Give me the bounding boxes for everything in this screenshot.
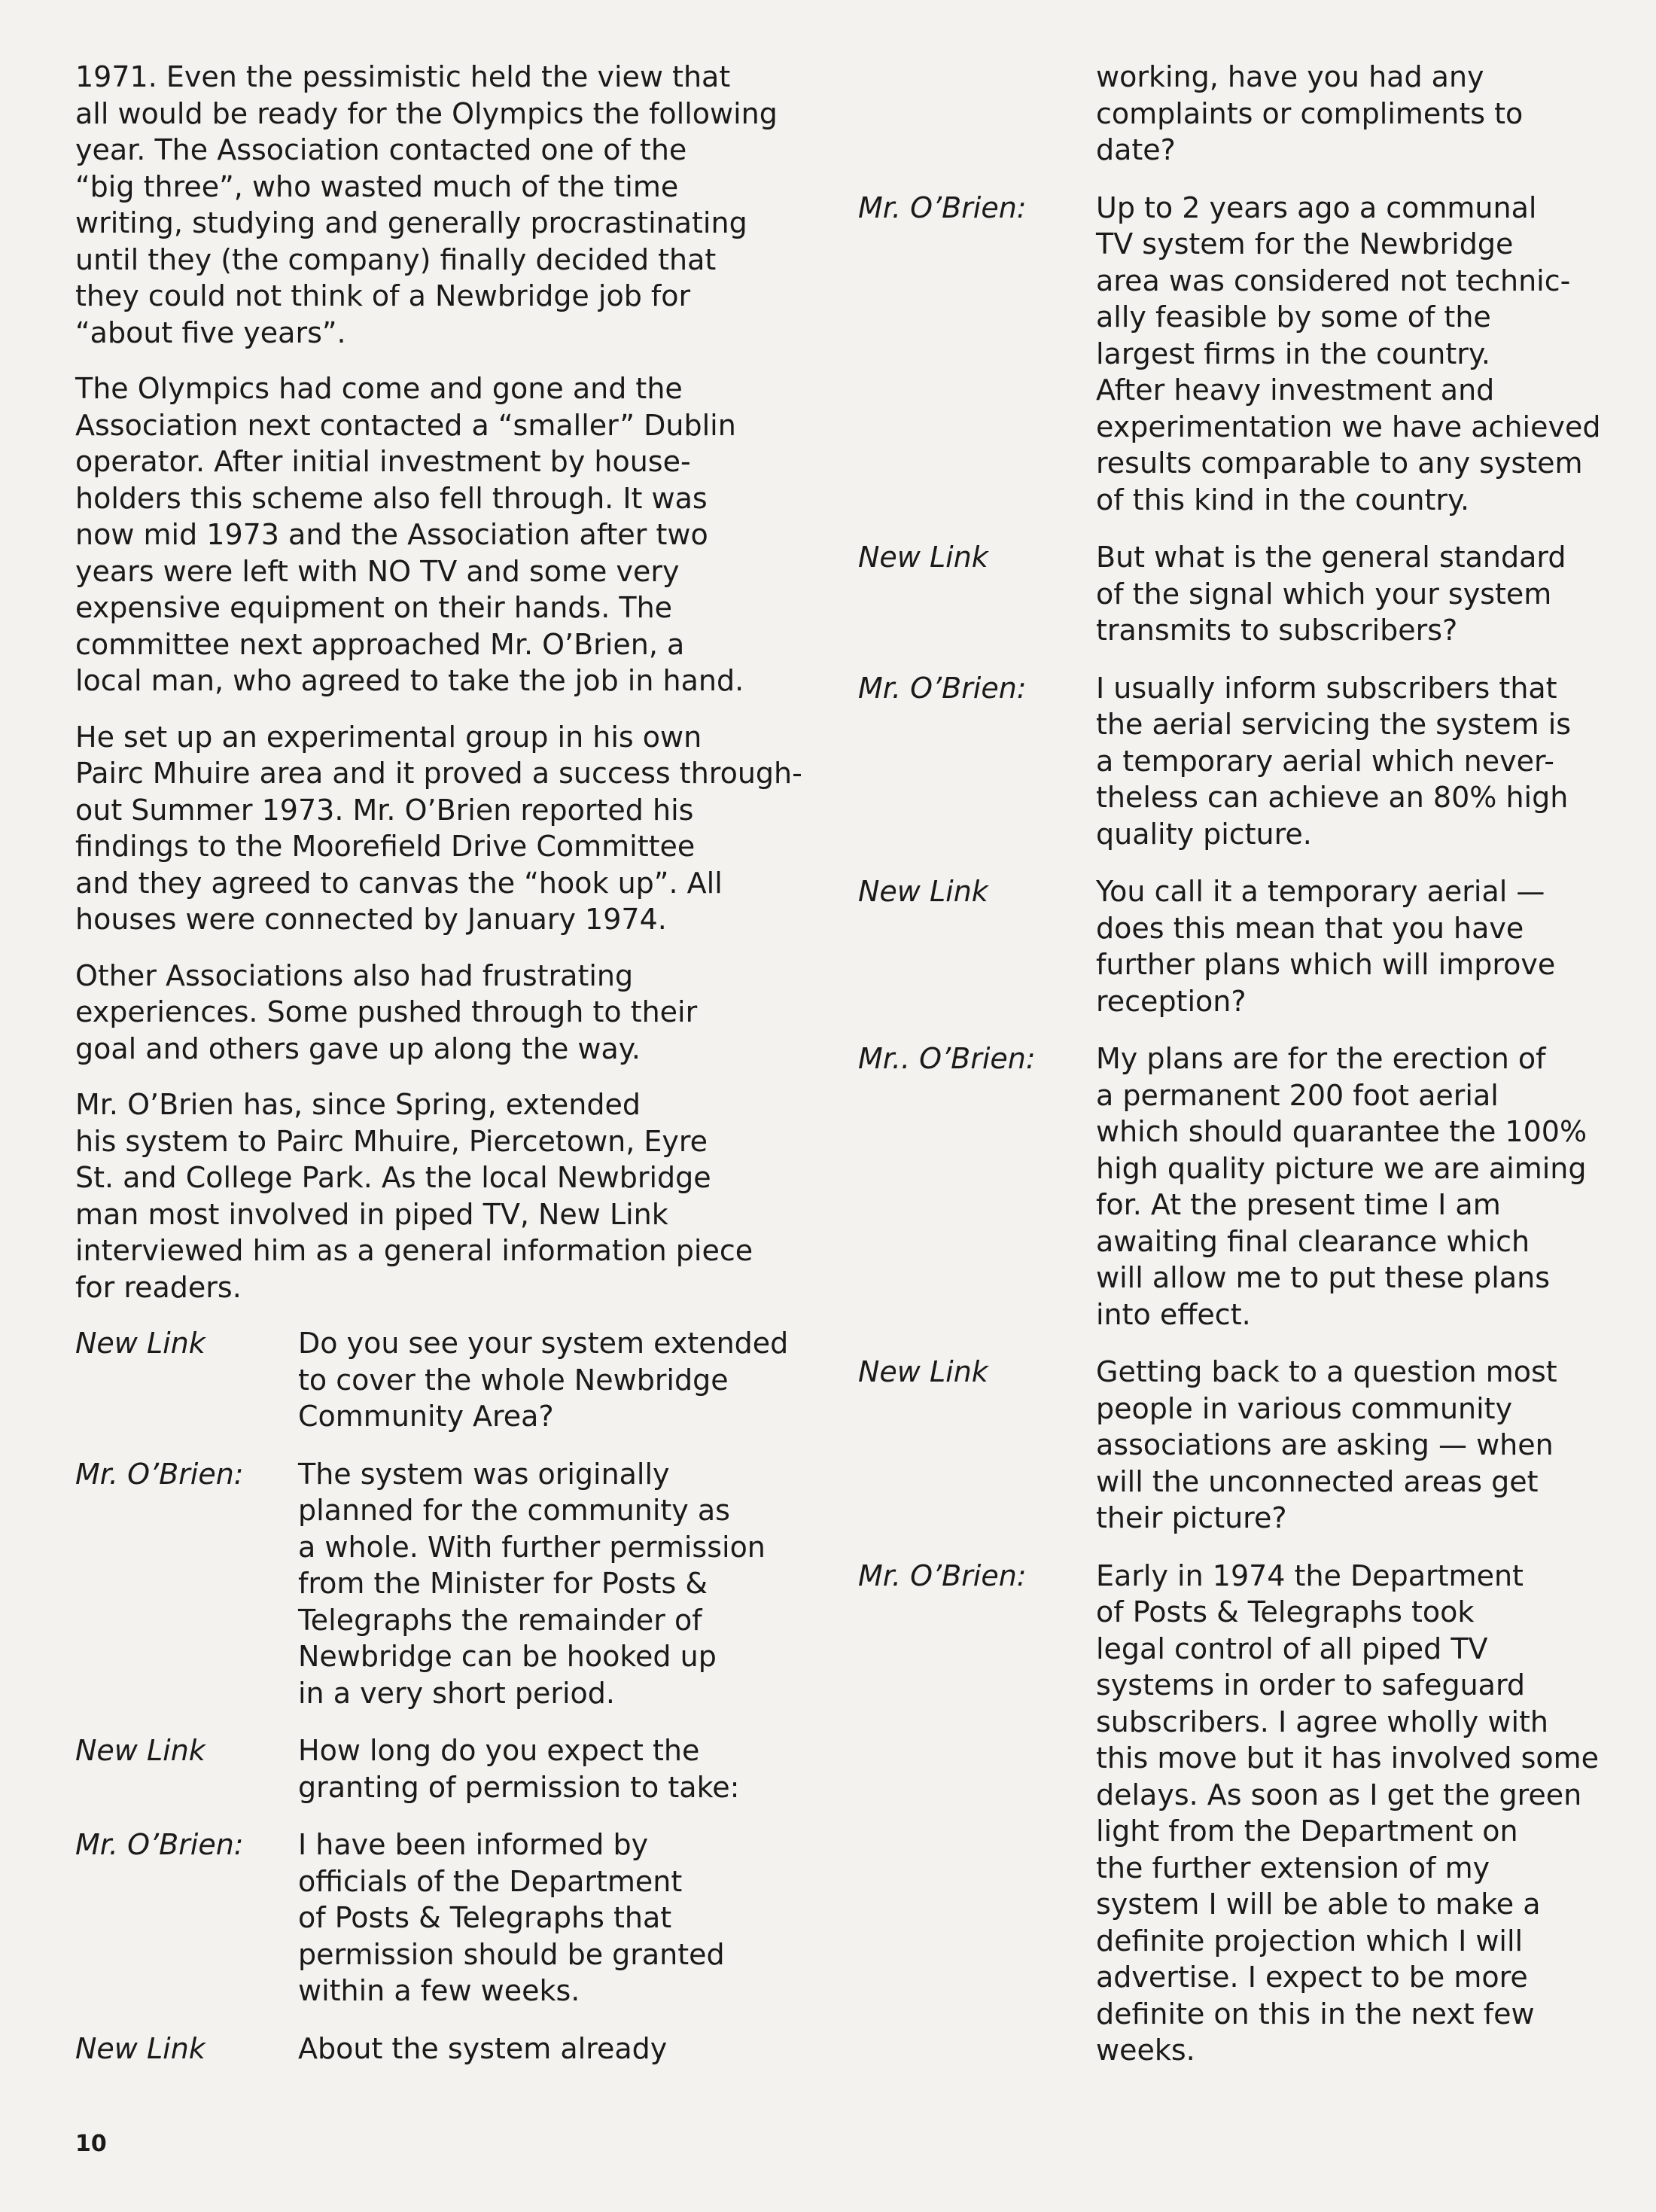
interview-text: I have been informed by officials of the Department of Posts & Telegraphs that permission should be granted within a few weeks.	[298, 1828, 725, 2007]
speaker-label: Mr. O’Brien:	[858, 190, 1027, 224]
continuation-text: working, have you had any complaints or compliments to date?	[1096, 60, 1524, 166]
paragraph-experimental-group: He set up an experimental group in his own Pairc Mhuire area and it proved a success through- out Summer 1973. Mr. O’Brien reported his findings to the Moorefield Drive Committee and they agreed to canvas the “hook up”. All houses were connected by January 1974.	[75, 720, 802, 936]
page-number: 10	[75, 2131, 107, 2157]
interview-text: How long do you expect the granting of permission to take:	[298, 1734, 740, 1804]
speaker-label: New Link	[858, 1355, 988, 1388]
speaker-label: New Link	[858, 875, 988, 908]
speaker-label: New Link	[75, 2031, 205, 2065]
interview-entry	[75, 1827, 820, 2009]
interview-text: My plans are for the erection of a permanent 200 foot aerial which should quarantee the 100% high quality picture we are aiming for. At the present time I am awaiting final clearance which will allow me to put these plans into effect.	[1096, 1042, 1588, 1331]
paragraph-extension: Mr. O’Brien has, since Spring, extended his system to Pairc Mhuire, Piercetown, Eyre St. and College Park. As the local Newbridge man most involved in piped TV, New Link interviewed him as a general information piece for readers.	[75, 1088, 753, 1304]
interview-text: I usually inform subscribers that the aerial servicing the system is a temporary aerial which never- theless can achieve an 80% high quality picture.	[1096, 671, 1572, 851]
interview-entry	[858, 1040, 1611, 1333]
interview-text: Do you see your system extended to cover the whole Newbridge Community Area?	[298, 1327, 789, 1433]
interview-text: Early in 1974 the Department of Posts & Telegraphs took legal control of all piped TV systems in order to safeguard subscribers. I agree wholly with this move but it has involved some delays. As soon as I get the green light from the Department on the further extension of my system I will be able to make a definite projection which I will advertise. I expect to be more definite on this in the next few weeks.	[1096, 1558, 1600, 2067]
speaker-label: Mr. O’Brien:	[75, 1457, 244, 1491]
interview-entry	[75, 1456, 820, 1712]
interview-text: Up to 2 years ago a communal TV system for the Newbridge area was considered not technic- ally feasible by some of the largest firms in the country. After heavy investment and experimentation we have achieved results comparable to any system of this kind in the country.	[1096, 190, 1601, 516]
interview-entry	[858, 873, 1611, 1019]
speaker-label: New Link	[75, 1734, 205, 1767]
speaker-label: New Link	[858, 541, 988, 574]
interview-text: You call it a temporary aerial — does this mean that you have further plans which will improve reception?	[1096, 875, 1556, 1018]
paragraph-intro: 1971. Even the pessimistic held the view that all would be ready for the Olympics the following year. The Association contacted one of the “big three”, who wasted much of the time writing, studying and generally procrastinating until they (the company) finally decided that they could not think of a Newbridge job for “about five years”.	[75, 60, 778, 349]
interview-entry	[75, 1732, 820, 1805]
interview-entry	[858, 1354, 1611, 1537]
speaker-label: Mr. O’Brien:	[858, 671, 1027, 705]
interview-text: About the system already	[298, 2031, 668, 2065]
interview-entry	[75, 2031, 820, 2067]
speaker-label: Mr.. O’Brien:	[858, 1042, 1036, 1075]
speaker-label: Mr. O’Brien:	[75, 1828, 244, 1861]
interview-entry	[75, 1325, 820, 1435]
interview-entry	[858, 1558, 1611, 2069]
interview-text: The system was originally planned for the community as a whole. With further permission from the Minister for Posts & Telegraphs the remainder of Newbridge can be hooked up in a very short period.	[298, 1457, 766, 1710]
right-column	[858, 59, 1611, 2090]
left-column	[75, 59, 820, 2088]
paragraph-other-associations: Other Associations also had frustrating experiences. Some pushed through to their goal and others gave up along the way.	[75, 958, 698, 1065]
interview-entry	[858, 539, 1611, 649]
interview-text: Getting back to a question most people in various community associations are asking — when will the unconnected areas get their picture?	[1096, 1355, 1557, 1534]
speaker-label: New Link	[75, 1327, 205, 1360]
interview-entry	[858, 190, 1611, 519]
paragraph-olympics: The Olympics had come and gone and the Association next contacted a “smaller” Dublin operator. After initial investment by house- holders this scheme also fell through. It was now mid 1973 and the Association after two years were left with NO TV and some very expensive equipment on their hands. The committee next approached Mr. O’Brien, a local man, who agreed to take the job in hand.	[75, 372, 744, 697]
interview-entry	[858, 670, 1611, 853]
speaker-label: Mr. O’Brien:	[858, 1558, 1027, 1592]
interview-text: But what is the general standard of the signal which your system transmits to subscribers?	[1096, 541, 1566, 647]
